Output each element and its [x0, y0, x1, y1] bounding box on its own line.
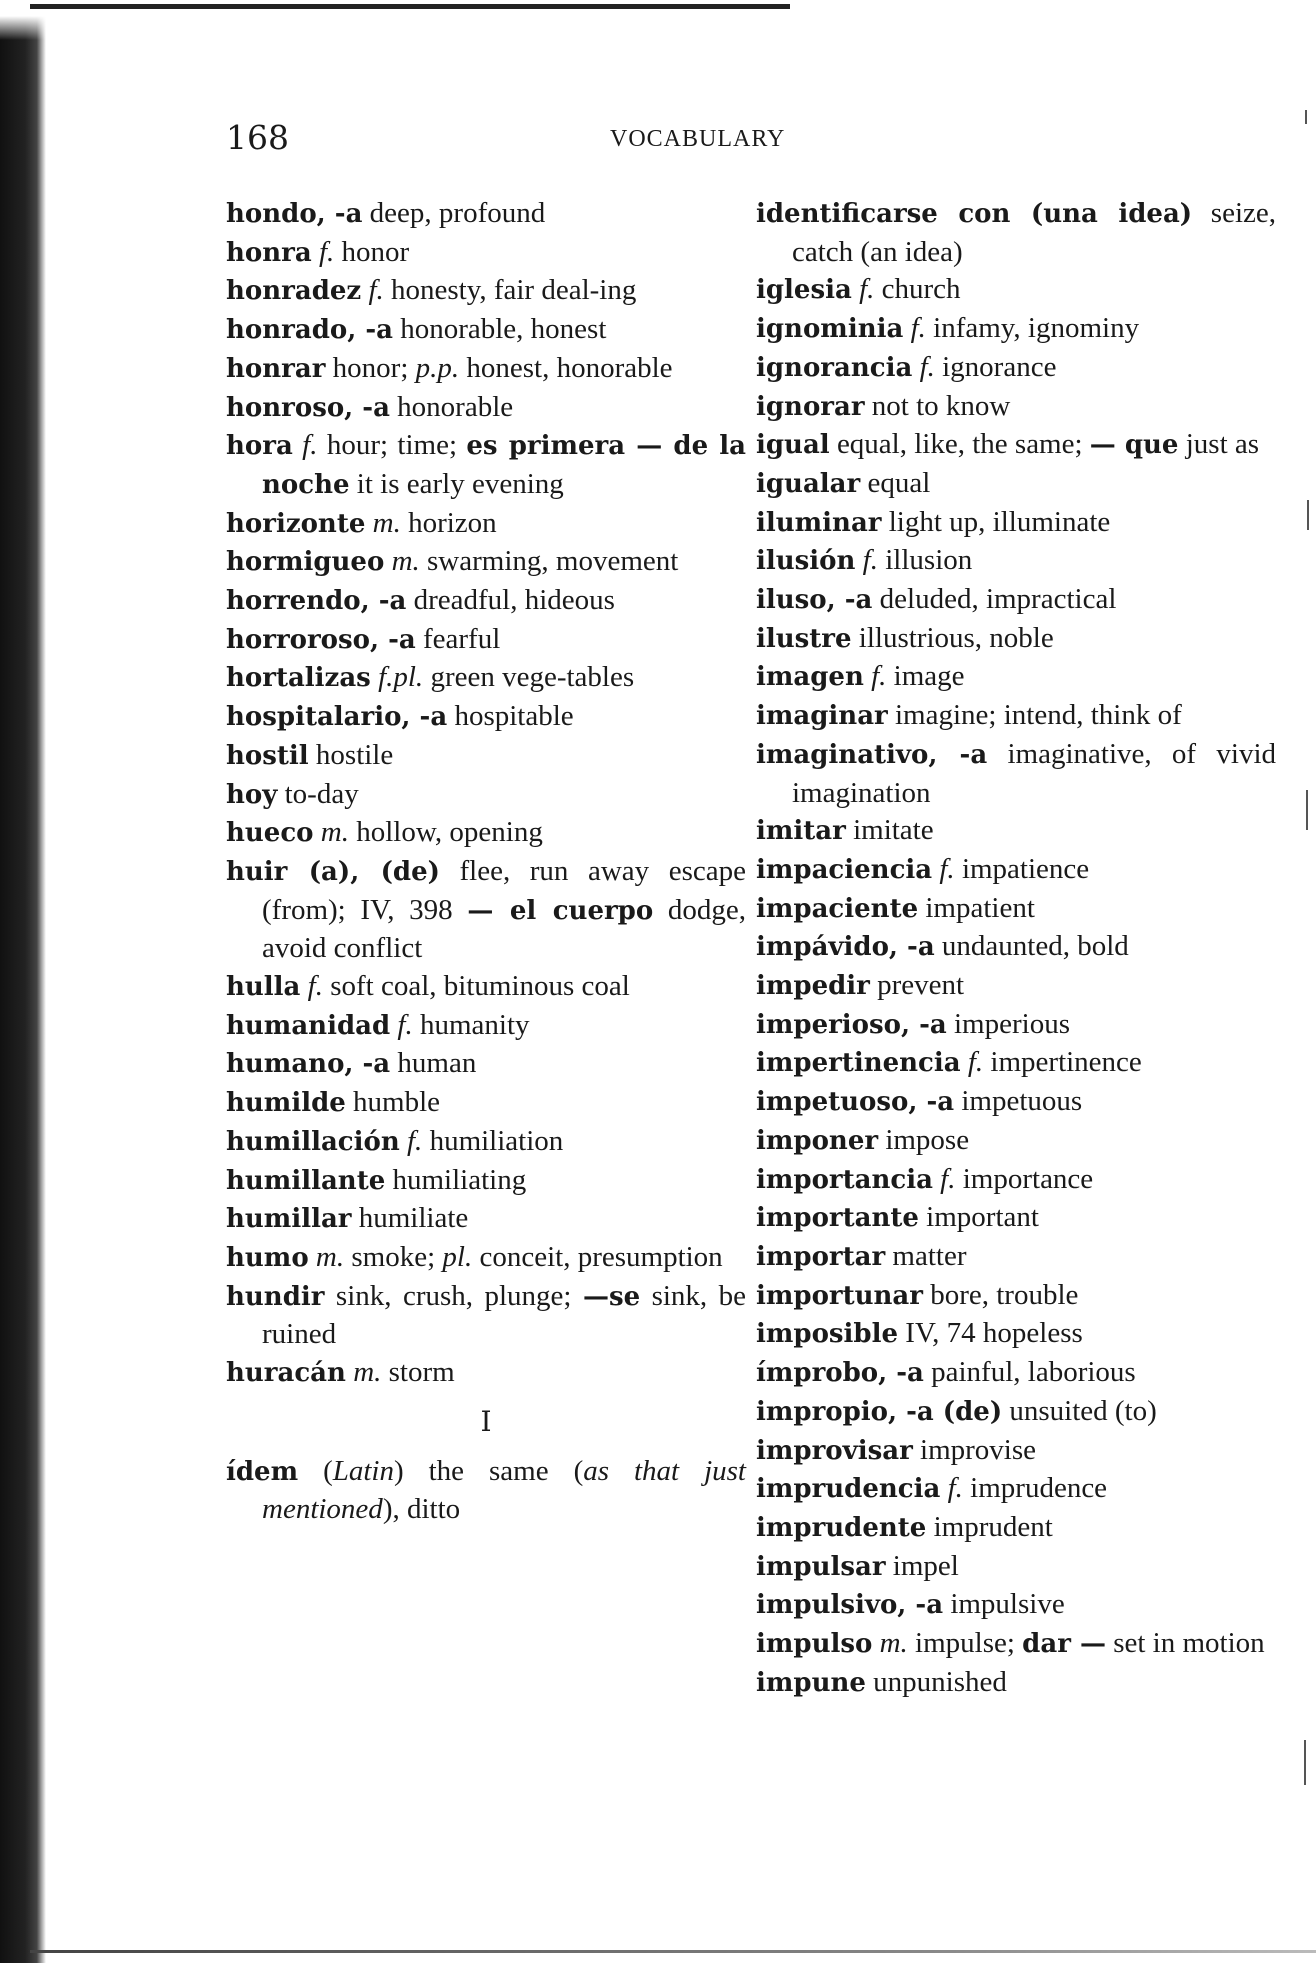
headword: iglesia — [756, 275, 852, 306]
definition: swarming, movement — [419, 545, 679, 578]
bottom-edge-rule — [30, 1950, 1316, 1953]
vocab-entry — [756, 1006, 1276, 1045]
vocab-entry — [226, 505, 746, 544]
definition: green vege-tables — [423, 661, 635, 694]
vocab-entry — [756, 271, 1276, 310]
definition: church — [874, 273, 961, 306]
definition: dodge, avoid conflict — [262, 893, 747, 965]
definition: impatience — [954, 852, 1090, 885]
definition: humanity — [412, 1008, 530, 1041]
definition: it is early evening — [349, 467, 564, 500]
headword: impaciencia — [756, 854, 933, 885]
headword: hostil — [226, 740, 309, 771]
sub-headword: —se — [582, 1281, 641, 1312]
vocab-entry — [226, 1239, 746, 1278]
vocab-entry — [756, 620, 1276, 659]
vocab-entry — [226, 1162, 746, 1201]
running-title: VOCABULARY — [610, 126, 786, 152]
definition: deep, profound — [362, 197, 546, 229]
vocab-entry — [226, 737, 746, 776]
definition: not to know — [864, 389, 1011, 422]
definition: to-day — [277, 777, 359, 810]
vocab-entry — [756, 736, 1276, 812]
grammar-note: f. — [851, 273, 875, 306]
vocab-entry — [226, 776, 746, 815]
definition: conceit, presumption — [472, 1240, 723, 1273]
definition: honest, honorable — [459, 351, 673, 384]
definition: humble — [345, 1086, 441, 1119]
vocab-entry — [756, 1277, 1276, 1316]
definition: impel — [885, 1549, 959, 1582]
headword: humillante — [226, 1165, 386, 1196]
definition: hollow, opening — [348, 816, 543, 849]
grammar-note: f.pl. — [370, 661, 424, 694]
headword: imprudencia — [756, 1474, 941, 1505]
headword: honroso, -a — [226, 392, 390, 423]
vocab-entry — [756, 349, 1276, 388]
definition: IV, 74 hopeless — [898, 1317, 1083, 1350]
definition: set in motion — [1105, 1627, 1265, 1660]
sub-headword: — el cuerpo — [467, 895, 654, 926]
vocab-entry — [226, 543, 746, 582]
headword: hora — [226, 431, 293, 462]
definition: dreadful, hideous — [406, 584, 615, 617]
vocab-entry — [756, 658, 1276, 697]
grammar-note: m. — [313, 816, 349, 849]
vocab-entry — [756, 426, 1276, 465]
definition: equal — [860, 466, 931, 499]
vocab-entry — [226, 814, 746, 853]
headword: horrendo, -a — [226, 586, 407, 617]
headword: ilustre — [756, 623, 852, 654]
definition: impertinence — [983, 1046, 1142, 1079]
definition: improvise — [912, 1433, 1037, 1466]
headword: horizonte — [226, 508, 366, 539]
definition: impose — [878, 1123, 970, 1156]
definition: soft coal, bituminous coal — [322, 970, 630, 1003]
vocab-entry — [226, 853, 746, 968]
grammar-note: f. — [960, 1046, 984, 1079]
headword: impulsivo, -a — [756, 1590, 944, 1621]
headword: hospitalario, -a — [226, 702, 448, 733]
vocab-entry — [226, 427, 746, 504]
grammar-note: f. — [399, 1124, 423, 1157]
sub-headword: es primera — de la noche — [262, 431, 746, 500]
vocab-entry — [226, 195, 746, 234]
definition: hospitable — [447, 700, 574, 733]
definition: illustrious, noble — [851, 621, 1054, 654]
sub-headword: — que — [1089, 430, 1179, 461]
margin-speck — [1304, 1740, 1306, 1785]
vocab-entry — [226, 1045, 746, 1084]
vocab-entry — [226, 311, 746, 350]
definition: importance — [955, 1162, 1094, 1195]
grammar-note: f. — [863, 660, 887, 693]
book-spine-shadow — [0, 0, 46, 1963]
vocab-entry — [226, 1453, 746, 1529]
headword: impedir — [756, 971, 870, 1002]
vocab-entry — [756, 581, 1276, 620]
vocab-entry — [226, 1200, 746, 1239]
vocab-entry — [756, 1122, 1276, 1161]
headword: impulso — [756, 1629, 873, 1660]
definition: image — [886, 660, 965, 693]
vocab-entry — [756, 195, 1276, 271]
headword: imponer — [756, 1125, 879, 1156]
definition: seize, catch (an idea) — [792, 197, 1276, 268]
grammar-note: m. — [365, 506, 401, 539]
vocab-entry — [756, 1470, 1276, 1509]
vocab-entry — [756, 890, 1276, 929]
definition: important — [918, 1201, 1039, 1234]
definition: fearful — [415, 622, 501, 655]
vocab-entry — [226, 272, 746, 311]
definition: ), ditto — [382, 1493, 461, 1526]
definition: equal, like, the same; — [829, 428, 1090, 461]
headword: ilusión — [756, 546, 856, 577]
vocab-entry — [226, 389, 746, 428]
headword: humanidad — [226, 1010, 391, 1041]
headword: impulsar — [756, 1551, 886, 1582]
margin-speck — [1306, 790, 1308, 830]
definition: honor — [334, 235, 410, 268]
letter-section-heading: I — [480, 1404, 492, 1438]
vocab-entry — [756, 1548, 1276, 1587]
grammar-note: f. — [903, 312, 926, 345]
definition: humiliate — [351, 1202, 469, 1235]
vocab-entry — [756, 1161, 1276, 1200]
headword: ignominia — [756, 314, 904, 345]
vocab-entry — [226, 1084, 746, 1123]
vocab-entry — [756, 1586, 1276, 1625]
definition: storm — [381, 1356, 455, 1389]
definition: human — [390, 1047, 477, 1080]
headword: honrar — [226, 353, 326, 384]
definition: imitate — [845, 814, 934, 847]
vocab-entry — [756, 542, 1276, 581]
headword: imprudente — [756, 1512, 927, 1543]
vocab-entry — [756, 1315, 1276, 1354]
headword: humillar — [226, 1204, 352, 1235]
definition: hour; time; — [317, 429, 467, 462]
definition: sink, be ruined — [262, 1279, 746, 1351]
headword: ímprobo, -a — [756, 1358, 924, 1389]
definition: prevent — [869, 969, 965, 1002]
grammar-note: as that just mentioned — [262, 1454, 746, 1526]
definition: impetuous — [954, 1085, 1083, 1118]
headword: hoy — [226, 779, 278, 810]
grammar-note: f. — [932, 1162, 956, 1195]
definition: impulsive — [943, 1588, 1065, 1621]
vocab-entry — [756, 1432, 1276, 1471]
vocab-entry — [756, 967, 1276, 1006]
headword: horroroso, -a — [226, 624, 416, 655]
definition: impatient — [918, 891, 1035, 924]
definition: imprudence — [962, 1472, 1108, 1505]
definition: ) the same ( — [394, 1454, 584, 1487]
definition: unsuited (to) — [1002, 1394, 1157, 1427]
headword: igual — [756, 430, 830, 461]
grammar-note: f. — [912, 350, 935, 383]
vocab-entry — [226, 1354, 746, 1393]
definition: undaunted, bold — [934, 930, 1129, 963]
headword: impávido, -a — [756, 932, 935, 963]
headword: impertinencia — [756, 1048, 961, 1079]
grammar-note: f. — [390, 1008, 413, 1041]
vocab-entry — [756, 1199, 1276, 1238]
grammar-note: f. — [311, 235, 335, 268]
definition: hostile — [308, 738, 394, 771]
vocab-entry — [226, 582, 746, 621]
headword: imperioso, -a — [756, 1009, 947, 1040]
vocab-entry — [756, 812, 1276, 851]
grammar-note: p.p. — [415, 351, 460, 384]
vocab-entry — [756, 1354, 1276, 1393]
grammar-note: f. — [361, 274, 384, 307]
definition: light up, illuminate — [881, 505, 1111, 538]
headword: importante — [756, 1203, 919, 1234]
definition: honor; — [325, 351, 416, 384]
headword: hormigueo — [226, 547, 385, 578]
definition: honorable — [389, 390, 514, 423]
grammar-note: pl. — [442, 1240, 473, 1273]
vocab-entry — [226, 234, 746, 273]
grammar-note: f. — [940, 1472, 963, 1505]
vocab-entry — [226, 698, 746, 737]
definition: imaginative, of vivid imagination — [792, 737, 1276, 809]
definition: deluded, impractical — [872, 583, 1117, 616]
vocab-entry — [756, 310, 1276, 349]
headword: honrado, -a — [226, 315, 393, 346]
headword: importar — [756, 1241, 886, 1272]
definition: bore, trouble — [922, 1278, 1079, 1311]
sub-headword: dar — — [1022, 1629, 1106, 1660]
headword: improvisar — [756, 1435, 913, 1466]
definition: imprudent — [926, 1510, 1053, 1543]
vocab-entry — [756, 928, 1276, 967]
vocab-entry — [756, 1044, 1276, 1083]
headword: imaginar — [756, 701, 888, 732]
definition: flee, run away escape (from); IV, 398 — [262, 854, 746, 926]
definition: imperious — [946, 1007, 1070, 1040]
definition: unpunished — [865, 1665, 1007, 1698]
definition: imagine; intend, think of — [887, 699, 1182, 732]
headword: humo — [226, 1242, 309, 1273]
definition: painful, laborious — [923, 1356, 1136, 1389]
headword: hondo, -a — [226, 199, 363, 229]
grammar-note: Latin — [332, 1454, 394, 1487]
definition: honesty, fair deal-ing — [383, 274, 637, 307]
grammar-note: m. — [384, 545, 420, 578]
vocab-entry — [756, 1393, 1276, 1432]
headword: imaginativo, -a — [756, 739, 988, 770]
headword: igualar — [756, 468, 861, 499]
definition: humiliation — [422, 1124, 564, 1157]
headword: huir (a), (de) — [226, 856, 440, 887]
headword: ignorancia — [756, 352, 913, 383]
definition: infamy, ignominy — [925, 312, 1140, 345]
vocab-entry — [756, 851, 1276, 890]
headword: impune — [756, 1667, 866, 1698]
definition: horizon — [400, 506, 497, 539]
left-column — [226, 195, 746, 1529]
page-header — [0, 118, 1316, 168]
vocab-entry — [226, 621, 746, 660]
vocab-entry — [226, 1007, 746, 1046]
vocab-entry — [756, 465, 1276, 504]
vocab-entry — [756, 1625, 1276, 1664]
headword: impropio, -a (de) — [756, 1396, 1003, 1427]
definition: impulse; — [907, 1627, 1023, 1660]
headword: identificarse con (una idea) — [756, 199, 1193, 229]
vocab-entry — [226, 350, 746, 389]
vocab-entry — [226, 968, 746, 1007]
page-number: 168 — [226, 118, 289, 157]
vocab-entry — [756, 1083, 1276, 1122]
grammar-note: f. — [300, 970, 323, 1003]
headword: impaciente — [756, 893, 919, 924]
grammar-note: m. — [872, 1627, 908, 1660]
definition: ( — [298, 1454, 333, 1487]
headword: ídem — [226, 1456, 299, 1487]
grammar-note: m. — [308, 1240, 345, 1273]
headword: ignorar — [756, 391, 865, 422]
headword: hundir — [226, 1281, 325, 1312]
headword: hortalizas — [226, 663, 371, 694]
headword: honradez — [226, 276, 362, 307]
headword: honra — [226, 237, 312, 268]
headword: huracán — [226, 1358, 346, 1389]
definition: humiliating — [385, 1163, 527, 1196]
vocab-entry — [226, 1123, 746, 1162]
definition: just as — [1178, 428, 1260, 461]
definition: ignorance — [934, 350, 1057, 383]
definition: sink, crush, plunge; — [324, 1279, 583, 1312]
headword: importancia — [756, 1164, 933, 1195]
headword: humillación — [226, 1126, 400, 1157]
top-edge-rule — [30, 4, 790, 9]
headword: hueco — [226, 818, 314, 849]
headword: iluso, -a — [756, 585, 873, 616]
vocab-entry — [756, 504, 1276, 543]
vocab-entry — [756, 388, 1276, 427]
grammar-note: f. — [855, 544, 878, 577]
grammar-note: f. — [292, 429, 318, 462]
vocab-entry — [226, 659, 746, 698]
headword: imagen — [756, 662, 864, 693]
vocab-entry — [756, 1509, 1276, 1548]
headword: hulla — [226, 972, 301, 1003]
headword: iluminar — [756, 507, 882, 538]
grammar-note: f. — [932, 852, 955, 885]
headword: impetuoso, -a — [756, 1087, 955, 1118]
headword: humilde — [226, 1088, 346, 1119]
definition: matter — [885, 1239, 967, 1272]
right-column — [756, 195, 1276, 1702]
margin-speck — [1307, 500, 1309, 530]
headword: imitar — [756, 816, 846, 847]
grammar-note: m. — [345, 1356, 382, 1389]
vocab-entry — [756, 1238, 1276, 1277]
headword: imposible — [756, 1319, 899, 1350]
definition: honorable, honest — [392, 313, 607, 346]
vocab-entry — [756, 697, 1276, 736]
definition: smoke; — [344, 1240, 443, 1273]
vocab-entry — [226, 1278, 746, 1354]
definition: illusion — [877, 544, 973, 577]
headword: importunar — [756, 1280, 923, 1311]
vocab-entry — [756, 1664, 1276, 1703]
headword: humano, -a — [226, 1049, 391, 1080]
